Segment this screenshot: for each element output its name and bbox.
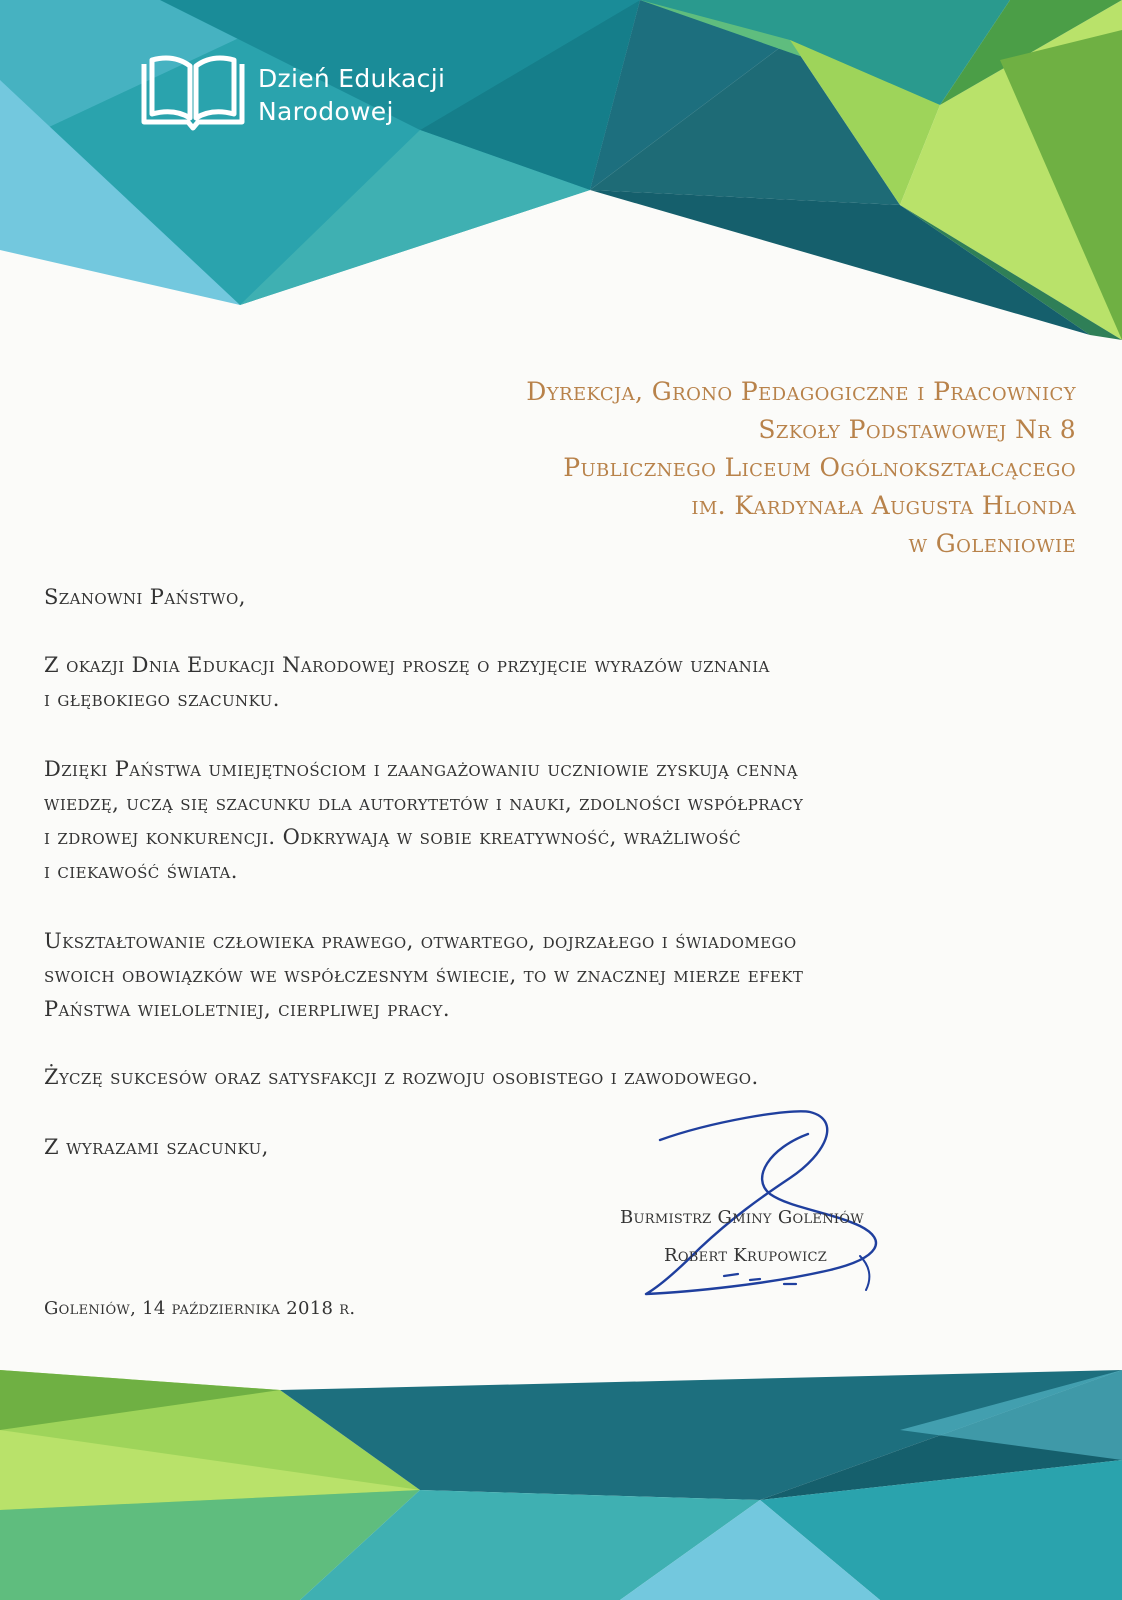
bottom-decoration: [0, 1370, 1122, 1600]
signatory-name: Robert Krupowicz: [664, 1245, 828, 1266]
addressee-line: Publicznego Liceum Ogólnokształcącego: [563, 453, 1076, 482]
paragraph-line: Ukształtowanie człowieka prawego, otwartego, dojrzałego i świadomego: [44, 929, 797, 953]
addressee-line: w Goleniowie: [908, 529, 1076, 558]
paragraph-4: [44, 1060, 1084, 1094]
paragraph-line: swoich obowiązków we współczesnym świecie, to w znacznej mierze efekt: [44, 963, 804, 987]
paragraph-3: [44, 924, 1084, 1026]
logo-line-2: Narodowej: [258, 97, 394, 126]
paragraph-line: Życzę sukcesów oraz satysfakcji z rozwoju osobistego i zawodowego.: [44, 1065, 759, 1089]
paragraph-line: i ciekawość świata.: [44, 859, 238, 883]
addressee-line: Dyrekcja, Grono Pedagogiczne i Pracownicy: [526, 377, 1076, 406]
paragraph-line: Dzięki Państwa umiejętnościom i zaangażowaniu uczniowie zyskują cenną: [44, 757, 798, 781]
logo: [138, 54, 498, 140]
top-decoration: [0, 0, 1122, 345]
letter-date: Goleniów, 14 października 2018 r.: [44, 1298, 356, 1319]
closing: Z wyrazami szacunku,: [44, 1135, 269, 1159]
paragraph-line: Państwa wieloletniej, cierpliwej pracy.: [44, 997, 450, 1021]
paragraph-1: [44, 648, 1084, 716]
paragraph-line: wiedzę, uczą się szacunku dla autorytetów i nauki, zdolności współpracy: [44, 791, 804, 815]
logo-text: [258, 62, 445, 128]
paragraph-line: Z okazji Dnia Edukacji Narodowej proszę o przyjęcie wyrazów uznania: [44, 653, 770, 677]
signatory-block: [620, 1205, 960, 1269]
signatory-title: Burmistrz Gminy Goleniów: [620, 1207, 864, 1228]
addressee-block: [526, 373, 1076, 563]
open-book-icon: [138, 54, 248, 134]
paragraph-line: i zdrowej konkurencji. Odkrywają w sobie kreatywność, wrażliwość: [44, 825, 742, 849]
paragraph-line: i głębokiego szacunku.: [44, 687, 280, 711]
salutation: Szanowni Państwo,: [44, 585, 246, 609]
logo-line-1: Dzień Edukacji: [258, 64, 446, 93]
addressee-line: im. Kardynała Augusta Hlonda: [691, 491, 1076, 520]
paragraph-2: [44, 752, 1084, 888]
addressee-line: Szkoły Podstawowej Nr 8: [758, 415, 1076, 444]
